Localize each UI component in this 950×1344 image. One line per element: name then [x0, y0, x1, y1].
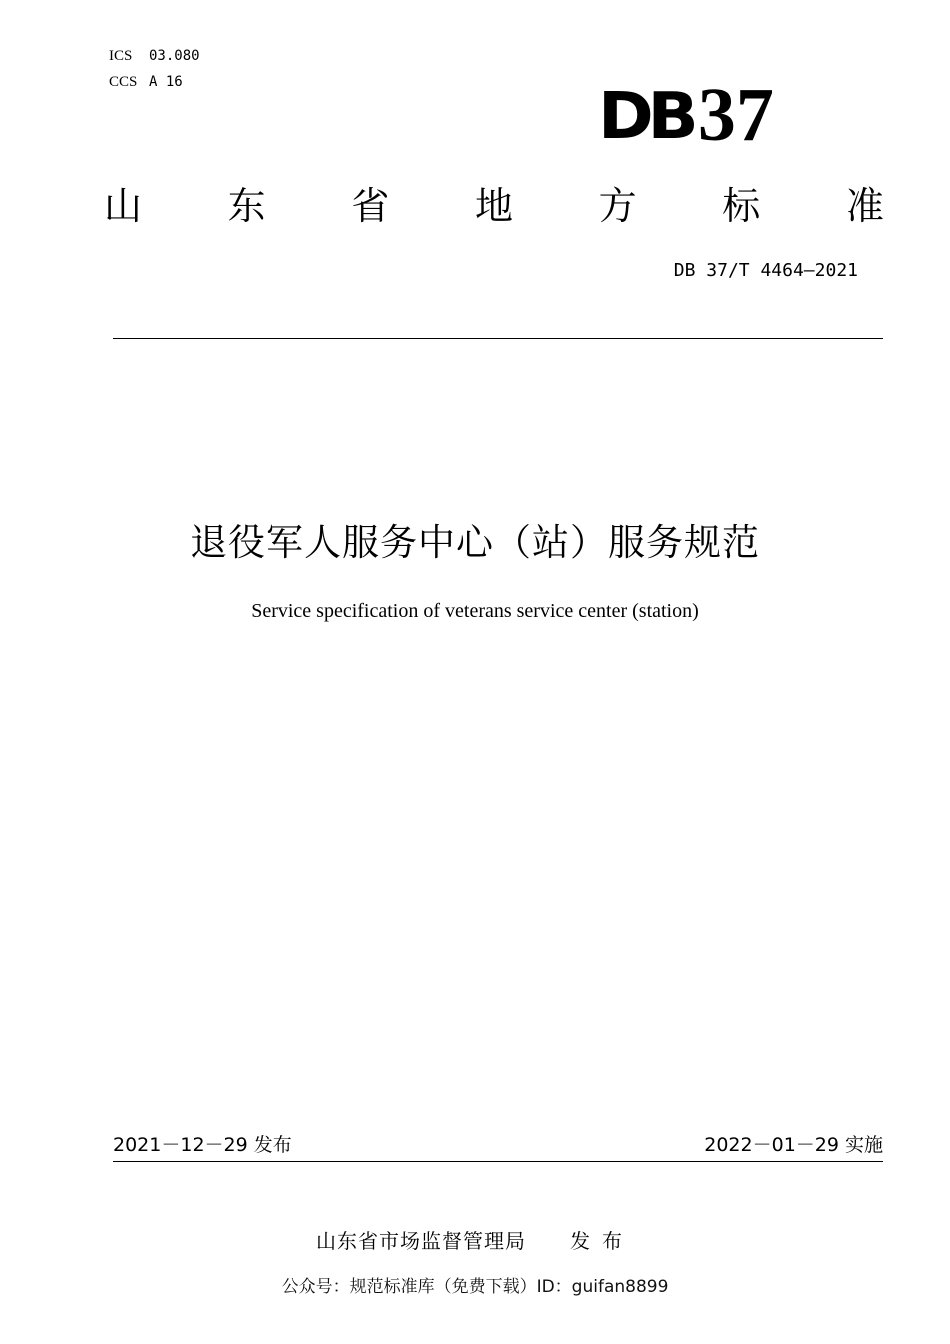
issuer-action: 发布 [570, 1229, 634, 1253]
ccs-code [109, 71, 183, 92]
category-char: 标 [722, 184, 761, 228]
header-divider [113, 338, 883, 339]
implement-date: 2022－01－29 实施 [704, 1134, 883, 1156]
issuer-organization: 山东省市场监督管理局 [316, 1229, 526, 1253]
category-char: 省 [351, 184, 390, 228]
ics-code [109, 45, 200, 66]
footer-note: 公众号：规范标准库（免费下载）ID：guifan8899 [281, 1277, 669, 1297]
logo-letters: DB [598, 80, 693, 154]
footer-divider [113, 1161, 883, 1162]
ics-value: 03.080 [149, 48, 200, 64]
title-chinese: 退役军人服务中心（站）服务规范 [190, 521, 760, 564]
category-char: 方 [598, 184, 637, 228]
category-char: 地 [474, 184, 513, 228]
standard-number: DB 37/T 4464—2021 [673, 260, 858, 281]
publish-date: 2021－12－29 发布 [113, 1134, 292, 1156]
logo-number: 37 [697, 73, 774, 157]
category-char: 东 [227, 184, 266, 228]
issuer [0, 1227, 950, 1255]
standard-category [104, 182, 884, 230]
category-char: 山 [104, 184, 143, 228]
category-char: 准 [845, 184, 884, 228]
ccs-value: A 16 [149, 74, 183, 90]
title-english: Service specification of veterans service center (station) [251, 600, 699, 622]
ccs-label: CCS [109, 74, 138, 90]
ics-label: ICS [109, 48, 133, 64]
db37-logo [598, 73, 774, 157]
